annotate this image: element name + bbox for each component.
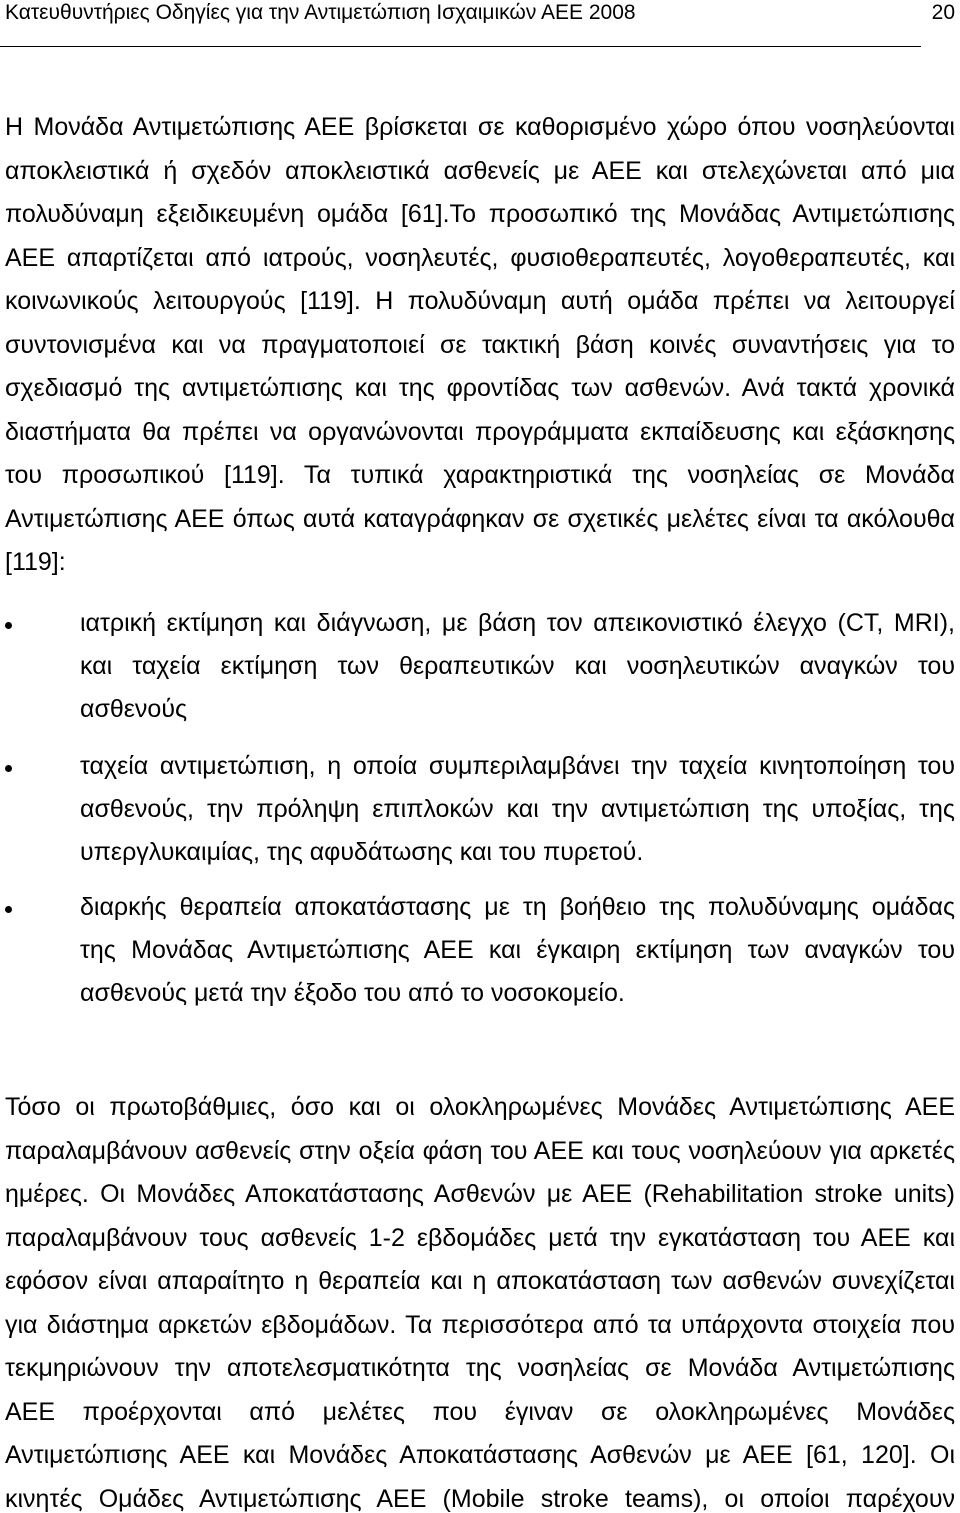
list-item-text bbox=[80, 602, 955, 731]
list-item bbox=[0, 886, 960, 1015]
text-line: διαρκής θεραπεία αποκατάστασης με τη βοήθειο της πολυδύναμης ομάδας bbox=[80, 893, 955, 921]
bullet-icon bbox=[5, 906, 12, 913]
text-line: ταχεία αντιμετώπιση, η οποία συμπεριλαμβάνει την ταχεία κινητοποίηση του bbox=[80, 752, 955, 780]
text-line: ΑΕΕ προέρχονται από μελέτες που έγιναν σε ολοκληρωμένες Μονάδες bbox=[5, 1397, 955, 1426]
intro-paragraph bbox=[5, 106, 955, 585]
text-line: Αντιμετώπισης ΑΕΕ και Μονάδες Αποκατάστασης Ασθενών με ΑΕΕ [61, 120]. Οι bbox=[5, 1441, 955, 1469]
text-line: Τόσο οι πρωτοβάθμιες, όσο και οι ολοκληρωμένες Μονάδες Αντιμετώπισης ΑΕΕ bbox=[5, 1093, 955, 1121]
text-line: ασθενούς μετά την έξοδο του από το νοσοκομείο. bbox=[80, 979, 625, 1007]
list-item bbox=[0, 745, 960, 874]
text-line: εφόσον είναι απαραίτητο η θεραπεία και η αποκατάσταση των ασθενών συνεχίζεται bbox=[5, 1267, 955, 1295]
text-line: ΑΕΕ απαρτίζεται από ιατρούς, νοσηλευτές, φυσιοθεραπευτές, λογοθεραπευτές, και bbox=[5, 243, 955, 272]
text-line: ημέρες. Οι Μονάδες Αποκατάστασης Ασθενών με ΑΕΕ (Rehabilitation stroke units) bbox=[5, 1180, 955, 1208]
text-line: Η Μονάδα Αντιμετώπισης ΑΕΕ βρίσκεται σε καθορισμένο χώρο όπου νοσηλεύονται bbox=[5, 113, 955, 141]
text-line: Αντιμετώπισης ΑΕΕ όπως αυτά καταγράφηκαν σε σχετικές μελέτες είναι τα ακόλουθα bbox=[5, 504, 955, 533]
text-line: σχεδιασμό της αντιμετώπισης και της φροντίδας των ασθενών. Ανά τακτά χρονικά bbox=[5, 374, 955, 402]
text-line: του προσωπικού [119]. Τα τυπικά χαρακτηριστικά της νοσηλείας σε Μονάδα bbox=[5, 461, 955, 489]
text-line: ιατρική εκτίμηση και διάγνωση, με βάση τον απεικονιστικό έλεγχο (CT, MRI), bbox=[80, 609, 955, 637]
list-item-text bbox=[80, 745, 955, 874]
bullet-icon bbox=[5, 765, 12, 772]
list-item-text bbox=[80, 886, 955, 1015]
text-line: πολυδύναμη εξειδικευμένη ομάδα [61].Το προσωπικό της Μονάδας Αντιμετώπισης bbox=[5, 200, 955, 228]
text-line: υπεργλυκαιμίας, της αφυδάτωσης και του πυρετού. bbox=[80, 838, 644, 866]
second-paragraph bbox=[5, 1086, 955, 1513]
text-line: παραλαμβάνουν ασθενείς στην οξεία φάση του ΑΕΕ και τους νοσηλεύουν για αρκετές bbox=[5, 1136, 955, 1165]
text-line: κοινωνικούς λειτουργούς [119]. Η πολυδύναμη αυτή ομάδα πρέπει να λειτουργεί bbox=[5, 287, 955, 315]
text-line: [119]: bbox=[5, 548, 66, 576]
text-line: και ταχεία εκτίμηση των θεραπευτικών και νοσηλευτικών αναγκών του bbox=[80, 652, 955, 680]
header-rule bbox=[0, 46, 921, 47]
header-title: Κατευθυντήριες Οδηγίες για την Αντιμετώπιση Ισχαιμικών ΑΕΕ 2008 bbox=[5, 1, 636, 24]
page-number: 20 bbox=[931, 1, 955, 24]
text-line: συντονισμένα και να πραγματοποιεί σε τακτική βάση κοινές συναντήσεις για το bbox=[5, 330, 955, 359]
text-line: αποκλειστικά ή σχεδόν αποκλειστικά ασθενείς με ΑΕΕ και στελεχώνεται από μια bbox=[5, 156, 955, 185]
text-line: ασθενούς, την πρόληψη επιπλοκών και την αντιμετώπιση της υποξίας, της bbox=[80, 795, 955, 823]
text-line: διαστήματα θα πρέπει να οργανώνονται προγράμματα εκπαίδευσης και εξάσκησης bbox=[5, 417, 955, 446]
bullet-icon bbox=[5, 622, 12, 629]
text-line: για διάστημα αρκετών εβδομάδων. Τα περισσότερα από τα υπάρχοντα στοιχεία που bbox=[5, 1310, 955, 1339]
text-line: της Μονάδας Αντιμετώπισης ΑΕΕ και έγκαιρη εκτίμηση των αναγκών του bbox=[80, 936, 955, 964]
text-line: κινητές Ομάδες Αντιμετώπισης ΑΕΕ (Mobile stroke teams), οι οποίοι παρέχουν bbox=[5, 1484, 955, 1513]
text-line: τεκμηριώνουν την αποτελεσματικότητα της νοσηλείας σε Μονάδα Αντιμετώπισης bbox=[5, 1354, 955, 1382]
text-line: ασθενούς bbox=[80, 695, 188, 723]
text-line: παραλαμβάνουν τους ασθενείς 1-2 εβδομάδες μετά την εγκατάσταση του ΑΕΕ και bbox=[5, 1223, 955, 1252]
list-item bbox=[0, 602, 960, 731]
